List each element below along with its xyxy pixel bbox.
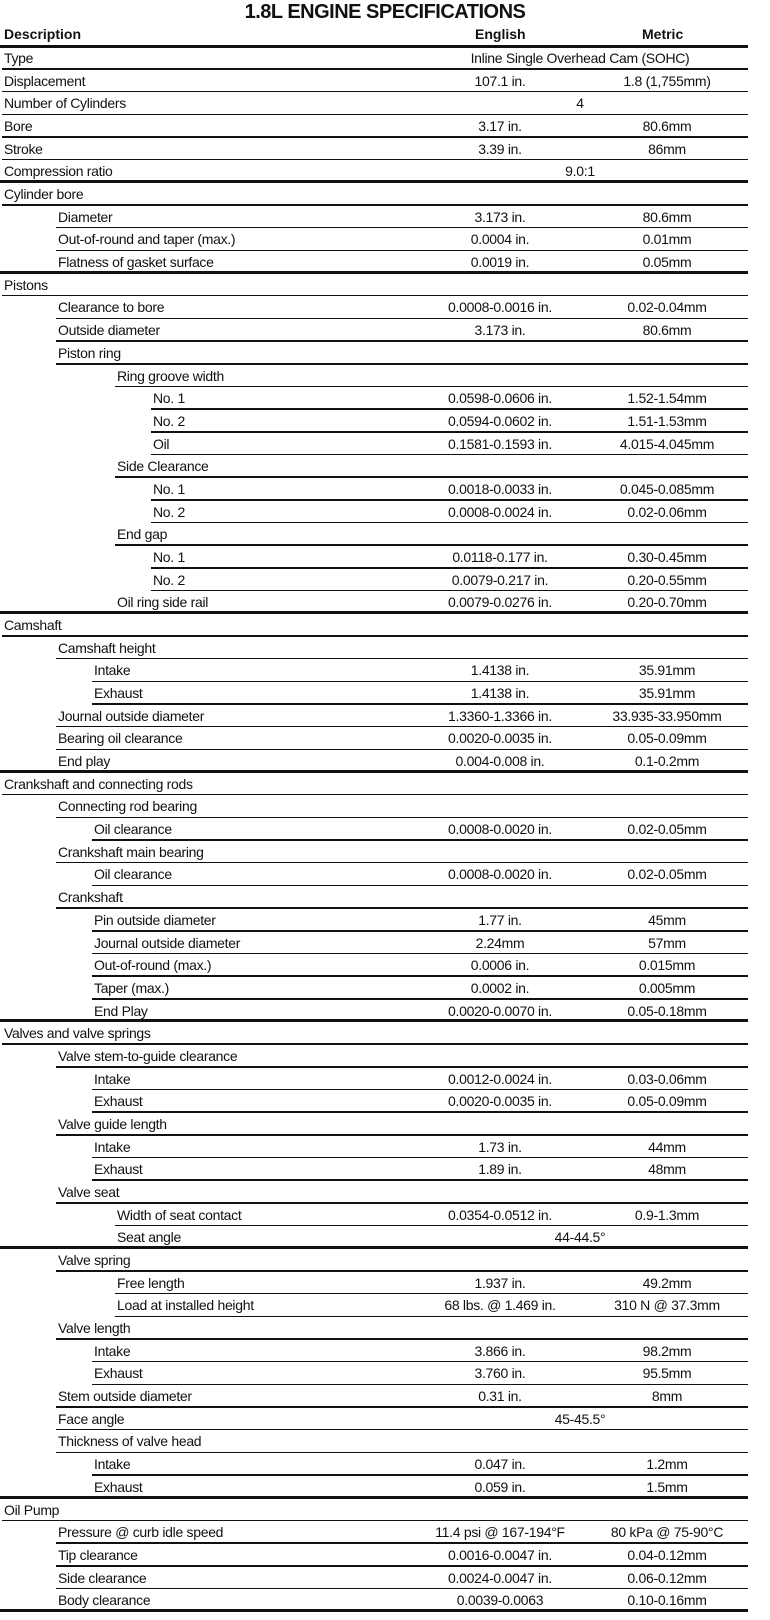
table-row <box>0 909 748 932</box>
table-row <box>0 591 748 614</box>
row-value-metric: 1.2mm <box>646 1456 688 1473</box>
row-description: Intake <box>94 662 131 679</box>
table-row <box>0 1249 748 1272</box>
row-value-metric: 0.05-0.18mm <box>627 1002 707 1019</box>
row-value-metric: 0.02-0.04mm <box>627 299 707 316</box>
table-row <box>0 251 748 274</box>
row-description: Pistons <box>4 276 48 293</box>
table-row <box>0 1136 748 1159</box>
row-description: Valve length <box>58 1320 131 1337</box>
row-value-english: 0.0594-0.0602 in. <box>448 412 552 429</box>
table-row <box>0 1385 748 1408</box>
row-divider <box>0 1609 748 1612</box>
row-description: Valve guide length <box>58 1115 167 1132</box>
table-row <box>0 977 748 1000</box>
row-description: No. 1 <box>153 390 185 407</box>
row-description: Crankshaft and connecting rods <box>4 775 193 792</box>
row-value-english: 1.937 in. <box>474 1274 526 1291</box>
row-description: Valve stem-to-guide clearance <box>58 1047 238 1064</box>
row-value-english: 0.0598-0.0606 in. <box>448 390 552 407</box>
table-row <box>0 1022 748 1045</box>
row-value-english: 0.0020-0.0035 in. <box>448 1093 552 1110</box>
row-value-metric: 80 kPa @ 75-90°C <box>610 1524 724 1541</box>
row-description: End play <box>58 753 111 770</box>
header-metric: Metric <box>642 26 684 42</box>
row-description: Face angle <box>58 1410 125 1427</box>
row-value-metric: 1.8 (1,755mm) <box>623 72 711 89</box>
row-value-english: 1.73 in. <box>478 1138 522 1155</box>
row-value-metric: 0.9-1.3mm <box>634 1206 700 1223</box>
row-value-metric: 0.02-0.05mm <box>627 866 707 883</box>
table-row <box>0 115 748 138</box>
row-value-english: 0.0020-0.0035 in. <box>448 730 552 747</box>
row-value-english: 0.059 in. <box>474 1478 526 1495</box>
row-value-metric: 49.2mm <box>642 1274 692 1291</box>
table-row <box>0 365 748 388</box>
row-description: Bore <box>4 118 33 135</box>
row-value-english: 3.760 in. <box>474 1365 526 1382</box>
table-row <box>0 1113 748 1136</box>
row-description: Oil clearance <box>94 821 172 838</box>
table-row <box>0 523 748 546</box>
row-description: No. 2 <box>153 412 185 429</box>
row-value-english: 3.173 in. <box>474 208 526 225</box>
table-row <box>0 433 748 456</box>
row-value-metric: 98.2mm <box>642 1342 692 1359</box>
row-value-english: 0.0118-0.177 in. <box>452 548 548 565</box>
table-row <box>0 750 748 773</box>
row-description: Piston ring <box>58 344 121 361</box>
page-title: 1.8L ENGINE SPECIFICATIONS <box>244 1 526 23</box>
row-value-metric: 0.015mm <box>638 957 696 974</box>
row-description: Thickness of valve head <box>58 1433 202 1450</box>
table-row <box>0 569 748 592</box>
row-value-metric: 0.30-0.45mm <box>627 548 707 565</box>
row-value-english: 0.0008-0.0016 in. <box>448 299 552 316</box>
table-row <box>0 160 748 183</box>
row-value-english: 0.0012-0.0024 in. <box>448 1070 552 1087</box>
table-row <box>0 1430 748 1453</box>
row-value-english: 0.0002 in. <box>470 979 530 996</box>
row-description: Exhaust <box>94 1478 143 1495</box>
row-description: Out-of-round and taper (max.) <box>58 231 236 248</box>
row-value-english: 0.0079-0.217 in. <box>451 571 549 588</box>
row-value-metric: 0.20-0.55mm <box>627 571 707 588</box>
row-value-english: 1.4138 in. <box>470 685 530 702</box>
table-row <box>0 1045 748 1068</box>
table-row <box>0 1000 748 1023</box>
table-row <box>0 773 748 796</box>
row-description: Side Clearance <box>117 458 209 475</box>
row-value-english: 1.89 in. <box>478 1161 522 1178</box>
row-description: Valves and valve springs <box>4 1025 151 1042</box>
row-value-english: 0.0016-0.0047 in. <box>448 1546 552 1563</box>
row-value-english: 1.4138 in. <box>470 662 530 679</box>
row-value-english: 0.0024-0.0047 in. <box>448 1569 552 1586</box>
table-row <box>0 1453 748 1476</box>
row-value-english: 0.0039-0.0063 <box>456 1592 544 1609</box>
row-description: Intake <box>94 1138 131 1155</box>
table-row <box>0 478 748 501</box>
row-value-spanning: 4 <box>576 95 584 112</box>
row-value-english: 3.39 in. <box>478 140 522 157</box>
row-value-english: 3.866 in. <box>474 1342 526 1359</box>
row-value-metric: 0.20-0.70mm <box>627 594 707 611</box>
row-value-english: 1.3360-1.3366 in. <box>448 707 552 724</box>
table-row <box>0 387 748 410</box>
row-description: Exhaust <box>94 1365 143 1382</box>
table-row <box>0 637 748 660</box>
row-description: Intake <box>94 1456 131 1473</box>
row-value-metric: 1.5mm <box>646 1478 688 1495</box>
table-row <box>0 1181 748 1204</box>
row-value-english: 0.0020-0.0070 in. <box>448 1002 552 1019</box>
row-description: Oil <box>153 435 170 452</box>
row-value-english: 0.0004 in. <box>470 231 530 248</box>
row-value-metric: 1.52-1.54mm <box>627 390 707 407</box>
table-row <box>0 614 748 637</box>
row-value-metric: 86mm <box>648 140 686 157</box>
row-value-metric: 0.10-0.16mm <box>627 1592 707 1609</box>
table-row <box>0 138 748 161</box>
row-value-metric: 57mm <box>648 934 686 951</box>
table-row <box>0 1567 748 1590</box>
row-description: Free length <box>117 1274 185 1291</box>
table-row <box>0 319 748 342</box>
row-value-metric: 0.05-0.09mm <box>627 1093 707 1110</box>
table-row <box>0 70 748 93</box>
row-description: Cylinder bore <box>4 186 84 203</box>
row-description: No. 2 <box>153 571 185 588</box>
table-row <box>0 546 748 569</box>
row-value-metric: 0.05mm <box>642 254 692 271</box>
row-value-english: 3.173 in. <box>474 322 526 339</box>
table-row <box>0 863 748 886</box>
table-row <box>0 455 748 478</box>
row-description: Valve seat <box>58 1184 120 1200</box>
row-value-english: 2.24mm <box>475 934 525 951</box>
table-header <box>0 24 748 48</box>
table-row <box>0 1499 748 1522</box>
row-description: Exhaust <box>94 1093 143 1110</box>
table-row <box>0 1294 748 1317</box>
table-row <box>0 705 748 728</box>
row-value-english: 0.0006 in. <box>470 957 530 974</box>
table-row <box>0 410 748 433</box>
table-row <box>0 659 748 682</box>
table-row <box>0 1340 748 1363</box>
table-row <box>0 682 748 705</box>
row-value-spanning: 45-45.5° <box>554 1410 606 1427</box>
row-value-english: 0.047 in. <box>474 1456 526 1473</box>
table-row <box>0 1068 748 1091</box>
row-description: Valve spring <box>58 1252 131 1269</box>
row-value-english: 0.0079-0.0276 in. <box>448 594 552 611</box>
row-description: Body clearance <box>58 1592 151 1609</box>
row-description: No. 2 <box>153 503 185 520</box>
row-value-metric: 80.6mm <box>642 208 692 225</box>
row-description: Side clearance <box>58 1569 147 1586</box>
row-description: Diameter <box>58 208 113 225</box>
table-row <box>0 1408 748 1431</box>
row-description: Stem outside diameter <box>58 1388 192 1405</box>
row-description: Displacement <box>4 72 86 89</box>
row-description: Oil ring side rail <box>117 594 209 611</box>
row-description: Type <box>4 50 34 66</box>
row-value-metric: 80.6mm <box>642 322 692 339</box>
row-description: Clearance to bore <box>58 299 165 316</box>
row-value-metric: 0.005mm <box>638 979 696 996</box>
table-row <box>0 1362 748 1385</box>
table-row <box>0 296 748 319</box>
row-description: End Play <box>94 1002 148 1019</box>
row-description: Oil Pump <box>4 1501 60 1518</box>
row-value-metric: 4.015-4.045mm <box>619 435 715 452</box>
row-description: Exhaust <box>94 1161 143 1178</box>
table-row <box>0 92 748 115</box>
row-description: Camshaft height <box>58 639 156 656</box>
row-value-english: 0.0019 in. <box>470 254 530 271</box>
row-description: Pin outside diameter <box>94 911 216 928</box>
row-description: End gap <box>117 526 168 543</box>
row-description: Compression ratio <box>4 163 113 180</box>
row-value-metric: 95.5mm <box>642 1365 692 1382</box>
row-value-metric: 0.02-0.05mm <box>627 821 707 838</box>
row-description: Camshaft <box>4 617 62 633</box>
table-row <box>0 1521 748 1544</box>
row-value-metric: 0.03-0.06mm <box>627 1070 707 1087</box>
table-row <box>0 1272 748 1295</box>
table-row <box>0 1544 748 1567</box>
row-description: Seat angle <box>117 1229 181 1246</box>
row-description: Flatness of gasket surface <box>58 254 214 271</box>
row-value-english: 0.0008-0.0020 in. <box>448 821 552 838</box>
header-english: English <box>475 26 526 42</box>
table-row <box>0 274 748 297</box>
row-description: Bearing oil clearance <box>58 730 183 747</box>
row-description: Crankshaft <box>58 889 123 906</box>
row-value-english: 0.0018-0.0033 in. <box>448 480 552 497</box>
table-row <box>0 818 748 841</box>
row-value-english: 1.77 in. <box>478 911 522 928</box>
row-value-english: 3.17 in. <box>478 118 522 135</box>
row-description: Intake <box>94 1342 131 1359</box>
row-value-metric: 44mm <box>648 1138 686 1155</box>
row-description: Ring groove width <box>117 367 224 384</box>
table-row <box>0 932 748 955</box>
row-value-metric: 0.045-0.085mm <box>619 480 715 497</box>
table-row <box>0 1476 748 1499</box>
row-description: Outside diameter <box>58 322 160 339</box>
row-description: Width of seat contact <box>117 1206 242 1223</box>
table-row <box>0 1204 748 1227</box>
row-description: No. 1 <box>153 548 185 565</box>
row-value-metric: 45mm <box>648 911 686 928</box>
table-row <box>0 841 748 864</box>
row-value-english: 0.0008-0.0020 in. <box>448 866 552 883</box>
row-value-metric: 0.02-0.06mm <box>627 503 707 520</box>
table-row <box>0 1090 748 1113</box>
table-row <box>0 1589 748 1612</box>
row-description: Out-of-round (max.) <box>94 957 212 974</box>
table-row <box>0 228 748 251</box>
table-row <box>0 886 748 909</box>
table-row <box>0 183 748 206</box>
row-value-metric: 33.935-33.950mm <box>612 707 722 724</box>
row-value-english: 0.1581-0.1593 in. <box>448 435 552 452</box>
row-value-spanning: Inline Single Overhead Cam (SOHC) <box>470 50 690 66</box>
table-row <box>0 1226 748 1249</box>
row-value-metric: 35.91mm <box>638 685 696 702</box>
table-row <box>0 1317 748 1340</box>
row-value-metric: 0.04-0.12mm <box>627 1546 707 1563</box>
row-value-metric: 80.6mm <box>642 118 692 135</box>
row-description: Crankshaft main bearing <box>58 843 204 860</box>
row-value-metric: 0.01mm <box>642 231 692 248</box>
row-value-english: 11.4 psi @ 167-194°F <box>435 1524 565 1541</box>
row-description: No. 1 <box>153 480 185 497</box>
row-description: Number of Cylinders <box>4 95 126 112</box>
header-description: Description <box>4 26 82 42</box>
table-row <box>0 47 748 70</box>
row-description: Journal outside diameter <box>58 707 205 724</box>
row-value-metric: 0.06-0.12mm <box>627 1569 707 1586</box>
row-description: Journal outside diameter <box>94 934 241 951</box>
table-row <box>0 501 748 524</box>
row-value-metric: 0.1-0.2mm <box>634 753 700 770</box>
table-row <box>0 1158 748 1181</box>
row-value-english: 0.31 in. <box>478 1388 522 1405</box>
row-value-spanning: 44-44.5° <box>554 1229 606 1246</box>
row-value-english: 0.0354-0.0512 in. <box>448 1206 552 1223</box>
row-description: Exhaust <box>94 685 143 702</box>
row-value-english: 0.004-0.008 in. <box>455 753 545 770</box>
row-value-spanning: 9.0:1 <box>565 163 595 180</box>
row-description: Stroke <box>4 140 43 157</box>
table-row <box>0 795 748 818</box>
row-value-metric: 35.91mm <box>638 662 696 679</box>
table-row <box>0 727 748 750</box>
row-description: Pressure @ curb idle speed <box>58 1524 224 1541</box>
row-value-english: 68 lbs. @ 1.469 in. <box>444 1297 556 1314</box>
row-description: Taper (max.) <box>94 979 169 996</box>
row-value-metric: 8mm <box>651 1388 683 1405</box>
row-description: Load at installed height <box>117 1297 254 1314</box>
row-description: Tip clearance <box>58 1546 138 1563</box>
table-row <box>0 206 748 229</box>
row-value-english: 107.1 in. <box>474 72 526 89</box>
row-description: Connecting rod bearing <box>58 798 197 815</box>
row-value-metric: 1.51-1.53mm <box>627 412 707 429</box>
row-value-metric: 48mm <box>648 1161 686 1178</box>
row-description: Oil clearance <box>94 866 172 883</box>
table-row <box>0 954 748 977</box>
row-value-metric: 0.05-0.09mm <box>627 730 707 747</box>
table-row <box>0 342 748 365</box>
row-description: Intake <box>94 1070 131 1087</box>
row-value-english: 0.0008-0.0024 in. <box>448 503 552 520</box>
row-value-metric: 310 N @ 37.3mm <box>614 1297 720 1314</box>
